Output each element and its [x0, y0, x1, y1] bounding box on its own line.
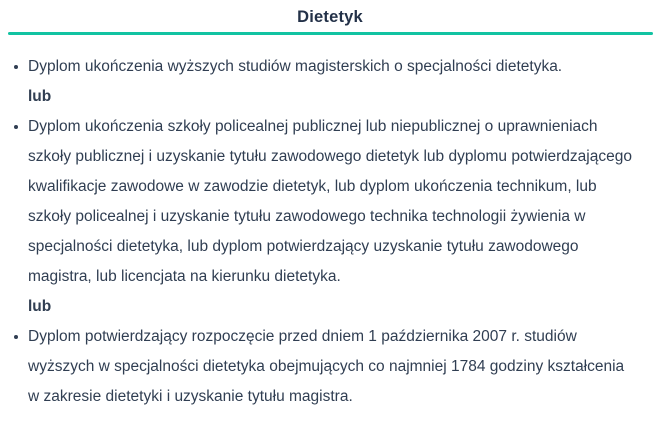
- title-underline: [8, 32, 653, 35]
- page-title: Dietetyk: [297, 8, 363, 26]
- bullet-dot-icon: [14, 125, 18, 129]
- requirements-list: [13, 52, 635, 412]
- list-item: [13, 322, 635, 412]
- page-header: [0, 0, 660, 35]
- bullet-dot-icon: [14, 65, 18, 69]
- requirement-text: Dyplom ukończenia wyższych studiów magisterskich o specjalności dietetyka.: [28, 58, 563, 75]
- list-item: [13, 112, 635, 322]
- requirement-text: Dyplom ukończenia szkoły policealnej publicznej lub niepublicznej o uprawnieniach szkoły publicznej i uzyskanie tytułu zawodowego dietetyk lub dyplomu potwierdzającego kwalifikacje zawodowe w zawodzie dietetyk, lub dyplom ukończenia technikum, lub szkoły policealnej i uzyskanie tytułu zawodowego technika technologii żywienia w specjalności dietetyka, lub dyplom potwierdzający uzyskanie tytułu zawodowego magistra, lub licencjata na kierunku dietetyka.: [28, 118, 632, 285]
- connector-lub: lub: [28, 88, 52, 105]
- connector-lub: lub: [28, 298, 52, 315]
- list-item: [13, 52, 635, 112]
- bullet-dot-icon: [14, 335, 18, 339]
- requirement-text: Dyplom potwierdzający rozpoczęcie przed dniem 1 października 2007 r. studiów wyższych w specjalności dietetyka obejmujących co najmniej 1784 godziny kształcenia w zakresie dietetyki i uzyskanie tytułu magistra.: [28, 328, 625, 405]
